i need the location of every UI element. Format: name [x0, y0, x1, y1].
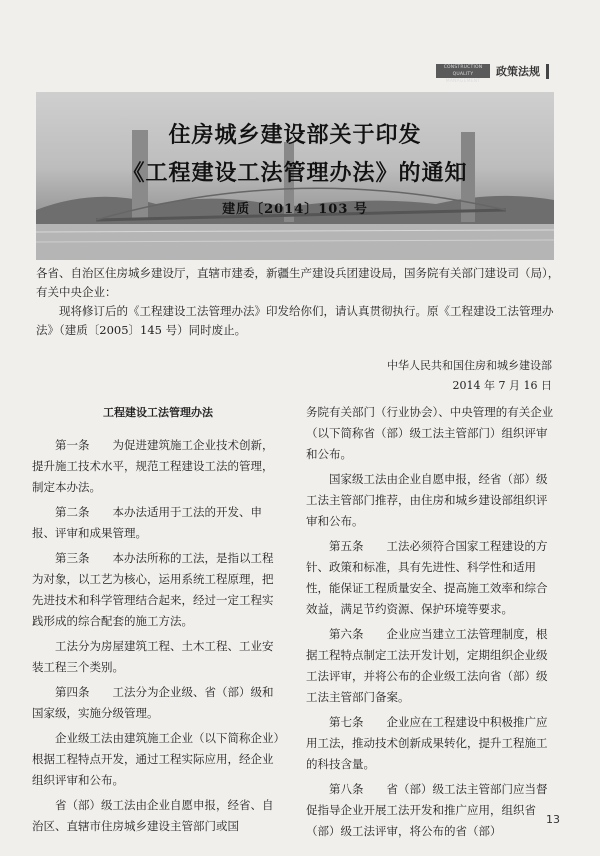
article-paragraph: 第七条 企业应在工程建设中积极推广应用工法，推动技术创新成果转化，提升工程施工的科技含量。 [306, 715, 548, 771]
article-paragraph: 第四条 工法分为企业级、省（部）级和国家级，实施分级管理。 [32, 685, 274, 720]
article-paragraph: 第五条 工法必须符合国家工程建设的方针、政策和标准，具有先进性、科学性和适用性，能保证工程质量安全、提高施工效率和综合效益，满足节约资源、保护环境等要求。 [306, 539, 548, 616]
notice-body: 现将修订后的《工程建设工法管理办法》印发给你们，请认真贯彻执行。原《工程建设工法管理办法》（建质〔2005〕145 号）同时废止。 [36, 304, 554, 337]
title-line-2: 《工程建设工法管理办法》的通知 [122, 160, 468, 186]
left-column [32, 402, 284, 841]
article-paragraph: 第三条 本办法所称的工法，是指以工程为对象，以工艺为核心，运用系统工程原理，把先进技术和科学管理结合起来，经过一定工程实践形成的综合配套的施工方法。 [32, 551, 274, 628]
article-paragraph: 第一条 为促进建筑施工企业技术创新，提升施工技术水平，规范工程建设工法的管理，制定本办法。 [32, 438, 274, 494]
right-column [306, 402, 558, 846]
section-category: 政策法规 [496, 65, 540, 78]
issue-date: 2014 年 7 月 16 日 [452, 379, 552, 392]
title-banner [36, 92, 554, 260]
article-paragraph: 工法分为房屋建筑工程、土木工程、工业安装工程三个类别。 [32, 639, 274, 674]
notice-recipients: 各省、自治区住房城乡建设厅，直辖市建委，新疆生产建设兵团建设局，国务院有关部门建设司（局），有关中央企业： [36, 266, 560, 299]
section-header [436, 63, 549, 84]
article-paragraph: 第八条 省（部）级工法主管部门应当督促指导企业开展工法开发和推广应用，组织省（部）级工法评审，将公布的省（部） [306, 782, 548, 838]
measures-title: 工程建设工法管理办法 [103, 406, 213, 419]
header-bar [546, 64, 549, 79]
continued-paragraph: 务院有关部门（行业协会）、中央管理的有关企业（以下简称省（部）级工法主管部门）组织评审和公布。 [306, 405, 554, 461]
journal-english-label: CONSTRUCTION QUALITY MANAGEMENT [436, 64, 490, 78]
title-line-1: 住房城乡建设部关于印发 [168, 122, 422, 148]
article-paragraph: 国家级工法由企业自愿申报，经省（部）级工法主管部门推荐，由住房和城乡建设部组织评审和公布。 [306, 472, 548, 528]
article-paragraph: 省（部）级工法由企业自愿申报，经省、自治区、直辖市住房城乡建设主管部门或国 [32, 798, 274, 833]
issuing-authority: 中华人民共和国住房和城乡建设部 [387, 359, 552, 372]
article-paragraph: 第二条 本办法适用于工法的开发、申报、评审和成果管理。 [32, 505, 262, 540]
article-paragraph: 企业级工法由建筑施工企业（以下简称企业）根据工程特点开发，通过工程实际应用，经企业组织评审和公布。 [32, 731, 280, 787]
page-number: 13 [546, 813, 560, 826]
article-paragraph: 第六条 企业应当建立工法管理制度，根据工程特点制定工法开发计划，定期组织企业级工法评审，并将公布的企业级工法向省（部）级工法主管部门备案。 [306, 627, 548, 704]
document-number: 建质〔2014〕103 号 [222, 202, 368, 217]
